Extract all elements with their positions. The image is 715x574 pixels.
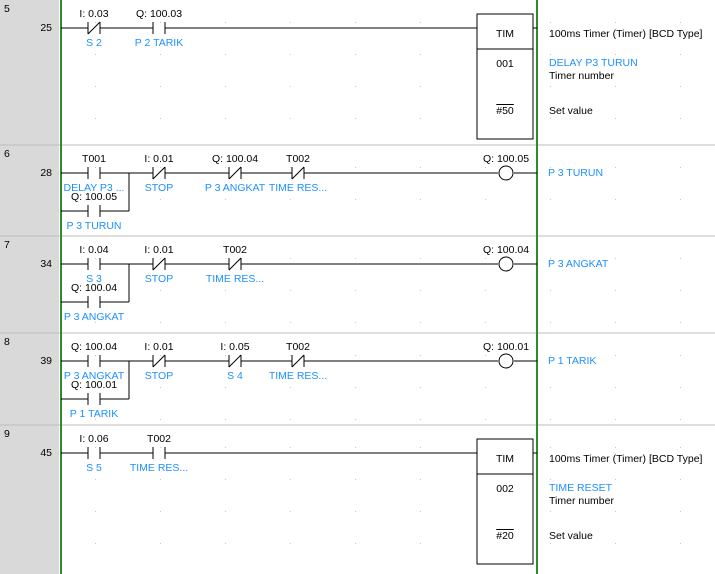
timer-number-label: Timer number <box>549 70 614 82</box>
contact-address[interactable]: I: 0.01 <box>144 341 174 353</box>
contact-address[interactable]: Q: 100.04 <box>211 153 259 165</box>
grid-dot <box>160 387 161 388</box>
grid-dot <box>355 22 356 23</box>
grid-dot <box>290 118 291 119</box>
grid-dot <box>680 118 681 119</box>
grid-dot <box>225 86 226 87</box>
grid-dot <box>95 447 96 448</box>
grid-dot <box>355 118 356 119</box>
contact-nc-slash <box>292 167 304 179</box>
grid-dot <box>225 355 226 356</box>
contact-symbol[interactable]: TIME RES... <box>268 370 328 382</box>
grid-dot <box>160 290 161 291</box>
timer-instruction-name[interactable]: TIM <box>495 453 515 465</box>
grid-dot <box>290 290 291 291</box>
grid-dot <box>550 543 551 544</box>
grid-dot <box>485 419 486 420</box>
coil-symbol-comment[interactable]: P 3 ANGKAT <box>548 258 609 270</box>
grid-dot <box>95 479 96 480</box>
contact-nc-slash <box>292 355 304 367</box>
timer-instruction-name[interactable]: TIM <box>495 28 515 40</box>
grid-dot <box>355 54 356 55</box>
contact-address[interactable]: Q: 100.03 <box>135 8 183 20</box>
contact-symbol[interactable]: P 3 ANGKAT <box>63 370 125 382</box>
contact-nc-slash <box>153 167 165 179</box>
grid-dot <box>225 511 226 512</box>
contact-symbol[interactable]: TIME RES... <box>205 273 265 285</box>
grid-dot <box>290 355 291 356</box>
grid-dot <box>225 54 226 55</box>
grid-dot <box>550 322 551 323</box>
grid-dot <box>225 290 226 291</box>
grid-dot <box>420 118 421 119</box>
contact-nc-slash <box>229 167 241 179</box>
contact-address[interactable]: I: 0.04 <box>79 244 109 256</box>
grid-dot <box>290 543 291 544</box>
timer-symbol-name[interactable]: DELAY P3 TURUN <box>549 57 638 69</box>
rung-step-number: 45 <box>40 447 52 459</box>
grid-dot <box>420 258 421 259</box>
contact-symbol[interactable]: S 4 <box>227 370 243 382</box>
grid-dot <box>680 543 681 544</box>
contact-nc-slash <box>229 355 241 367</box>
grid-dot <box>355 167 356 168</box>
timer-description: 100ms Timer (Timer) [BCD Type] <box>549 453 703 465</box>
grid-dot <box>290 447 291 448</box>
grid-dot <box>225 543 226 544</box>
grid-dot <box>550 419 551 420</box>
grid-dot <box>290 419 291 420</box>
grid-dot <box>550 511 551 512</box>
grid-dot <box>160 258 161 259</box>
grid-dot <box>290 258 291 259</box>
grid-dot <box>485 355 486 356</box>
grid-dot <box>95 22 96 23</box>
grid-dot <box>680 54 681 55</box>
contact-symbol[interactable]: S 3 <box>86 273 102 285</box>
grid-dot <box>290 387 291 388</box>
grid-dot <box>225 322 226 323</box>
grid-dot <box>95 167 96 168</box>
contact-address[interactable]: T002 <box>223 244 247 256</box>
contact-nc-slash <box>153 258 165 270</box>
timer-number-operand[interactable]: 001 <box>496 58 514 70</box>
grid-dot <box>355 258 356 259</box>
branch-contact-symbol[interactable]: P 3 ANGKAT <box>63 311 125 323</box>
grid-dot <box>95 86 96 87</box>
grid-dot <box>680 387 681 388</box>
grid-dot <box>420 167 421 168</box>
grid-dot <box>160 54 161 55</box>
grid-dot <box>355 387 356 388</box>
grid-dot <box>680 511 681 512</box>
grid-dot <box>420 543 421 544</box>
grid-dot <box>355 322 356 323</box>
grid-dot <box>615 22 616 23</box>
grid-dot <box>290 199 291 200</box>
branch-contact-address[interactable]: Q: 100.01 <box>70 379 118 391</box>
grid-dot <box>485 167 486 168</box>
grid-dot <box>160 447 161 448</box>
grid-dot <box>290 322 291 323</box>
grid-dot <box>680 447 681 448</box>
coil-address[interactable]: Q: 100.01 <box>482 341 530 353</box>
branch-contact-address[interactable]: Q: 100.04 <box>70 282 118 294</box>
timer-set-value-operand[interactable]: #50 <box>496 105 514 117</box>
timer-number-label: Timer number <box>549 495 614 507</box>
grid-dot <box>355 543 356 544</box>
rung-step-number: 39 <box>40 355 52 367</box>
grid-dot <box>420 22 421 23</box>
grid-dot <box>225 167 226 168</box>
contact-symbol[interactable]: S 5 <box>86 462 102 474</box>
rung-step-number: 28 <box>40 167 52 179</box>
grid-dot <box>615 511 616 512</box>
grid-dot <box>160 322 161 323</box>
grid-dot <box>550 199 551 200</box>
contact-address[interactable]: T001 <box>82 153 106 165</box>
rung-index: 9 <box>4 428 10 440</box>
contact-nc-slash <box>229 258 241 270</box>
grid-dot <box>550 479 551 480</box>
output-coil[interactable] <box>499 354 513 368</box>
grid-dot <box>160 199 161 200</box>
coil-symbol-comment[interactable]: P 1 TARIK <box>548 355 597 367</box>
contact-address[interactable]: T002 <box>147 433 171 445</box>
grid-dot <box>550 86 551 87</box>
grid-dot <box>160 419 161 420</box>
grid-dot <box>485 387 486 388</box>
grid-dot <box>420 54 421 55</box>
grid-dot <box>680 479 681 480</box>
grid-dot <box>420 387 421 388</box>
contact-symbol[interactable]: TIME RES... <box>268 182 328 194</box>
grid-dot <box>420 290 421 291</box>
grid-dot <box>485 290 486 291</box>
grid-dot <box>355 290 356 291</box>
grid-dot <box>225 479 226 480</box>
contact-address[interactable]: I: 0.06 <box>79 433 109 445</box>
grid-dot <box>160 511 161 512</box>
grid-dot <box>615 355 616 356</box>
grid-dot <box>680 322 681 323</box>
grid-dot <box>355 199 356 200</box>
branch-contact-symbol[interactable]: P 3 TURUN <box>66 220 122 232</box>
grid-dot <box>225 387 226 388</box>
grid-dot <box>615 447 616 448</box>
grid-dot <box>550 22 551 23</box>
grid-dot <box>615 258 616 259</box>
grid-dot <box>95 54 96 55</box>
coil-address[interactable]: Q: 100.05 <box>482 153 530 165</box>
rung-number-column <box>0 0 59 574</box>
contact-address[interactable]: T002 <box>286 341 310 353</box>
grid-dot <box>290 511 291 512</box>
grid-dot <box>615 479 616 480</box>
grid-dot <box>420 199 421 200</box>
grid-dot <box>550 387 551 388</box>
grid-dot <box>615 118 616 119</box>
rung-step-number: 25 <box>40 22 52 34</box>
grid-dot <box>420 479 421 480</box>
rung-index: 5 <box>4 3 10 15</box>
grid-dot <box>160 167 161 168</box>
contact-symbol[interactable]: STOP <box>144 273 174 285</box>
output-coil[interactable] <box>499 166 513 180</box>
grid-dot <box>680 290 681 291</box>
coil-symbol-comment[interactable]: P 3 TURUN <box>548 167 604 179</box>
grid-dot <box>420 86 421 87</box>
grid-dot <box>615 199 616 200</box>
rung-index: 7 <box>4 239 10 251</box>
branch-contact-symbol[interactable]: P 1 TARIK <box>69 408 119 420</box>
coil-address[interactable]: Q: 100.04 <box>482 244 530 256</box>
grid-dot <box>160 479 161 480</box>
grid-dot <box>160 355 161 356</box>
grid-dot <box>680 355 681 356</box>
grid-dot <box>680 258 681 259</box>
grid-dot <box>225 419 226 420</box>
contact-symbol[interactable]: STOP <box>144 182 174 194</box>
grid-dot <box>550 447 551 448</box>
grid-dot <box>225 199 226 200</box>
grid-dot <box>95 511 96 512</box>
grid-dot <box>290 22 291 23</box>
contact-symbol[interactable]: P 2 TARIK <box>134 37 184 49</box>
grid-dot <box>420 447 421 448</box>
grid-dot <box>95 355 96 356</box>
contact-nc-slash <box>88 22 100 34</box>
grid-dot <box>615 543 616 544</box>
grid-dot <box>485 322 486 323</box>
grid-dot <box>160 86 161 87</box>
grid-dot <box>160 118 161 119</box>
grid-dot <box>95 258 96 259</box>
grid-dot <box>615 387 616 388</box>
grid-dot <box>615 167 616 168</box>
timer-set-value-label: Set value <box>549 530 593 542</box>
rung-index: 6 <box>4 148 10 160</box>
grid-dot <box>680 22 681 23</box>
grid-dot <box>615 86 616 87</box>
grid-dot <box>225 258 226 259</box>
grid-dot <box>485 258 486 259</box>
timer-symbol-name[interactable]: TIME RESET <box>549 482 613 494</box>
grid-dot <box>615 419 616 420</box>
contact-symbol[interactable]: P 3 ANGKAT <box>204 182 266 194</box>
grid-dot <box>225 447 226 448</box>
contact-address[interactable]: Q: 100.04 <box>70 341 118 353</box>
rung-step-number: 34 <box>40 258 52 270</box>
contact-symbol[interactable]: STOP <box>144 370 174 382</box>
grid-dot <box>550 54 551 55</box>
grid-dot <box>290 54 291 55</box>
grid-dot <box>355 447 356 448</box>
grid-dot <box>355 419 356 420</box>
grid-dot <box>225 118 226 119</box>
grid-dot <box>355 86 356 87</box>
grid-dot <box>95 543 96 544</box>
contact-symbol[interactable]: DELAY P3 ... <box>63 182 125 194</box>
rung-index: 8 <box>4 336 10 348</box>
grid-dot <box>355 479 356 480</box>
grid-dot <box>485 199 486 200</box>
contact-address[interactable]: I: 0.01 <box>144 244 174 256</box>
contact-address[interactable]: I: 0.03 <box>79 8 109 20</box>
grid-dot <box>420 355 421 356</box>
grid-dot <box>550 118 551 119</box>
grid-dot <box>680 199 681 200</box>
contact-symbol[interactable]: TIME RES... <box>129 462 189 474</box>
grid-dot <box>355 511 356 512</box>
grid-dot <box>420 419 421 420</box>
grid-dot <box>680 419 681 420</box>
grid-dot <box>680 167 681 168</box>
grid-dot <box>160 22 161 23</box>
timer-set-value-operand[interactable]: #20 <box>496 530 514 542</box>
grid-dot <box>290 167 291 168</box>
timer-set-value-label: Set value <box>549 105 593 117</box>
grid-dot <box>615 54 616 55</box>
output-coil[interactable] <box>499 257 513 271</box>
contact-address[interactable]: I: 0.05 <box>220 341 250 353</box>
grid-dot <box>225 22 226 23</box>
grid-dot <box>680 86 681 87</box>
grid-dot <box>550 290 551 291</box>
contact-symbol[interactable]: S 2 <box>86 37 102 49</box>
branch-contact-address[interactable]: Q: 100.05 <box>70 191 118 203</box>
grid-dot <box>95 118 96 119</box>
contact-address[interactable]: T002 <box>286 153 310 165</box>
grid-dot <box>615 322 616 323</box>
contact-address[interactable]: I: 0.01 <box>144 153 174 165</box>
timer-description: 100ms Timer (Timer) [BCD Type] <box>549 28 703 40</box>
grid-dot <box>420 322 421 323</box>
grid-dot <box>290 86 291 87</box>
grid-dot <box>290 479 291 480</box>
grid-dot <box>420 511 421 512</box>
grid-dot <box>355 355 356 356</box>
grid-dot <box>160 543 161 544</box>
grid-dot <box>615 290 616 291</box>
contact-nc-slash <box>153 355 165 367</box>
timer-number-operand[interactable]: 002 <box>496 483 514 495</box>
